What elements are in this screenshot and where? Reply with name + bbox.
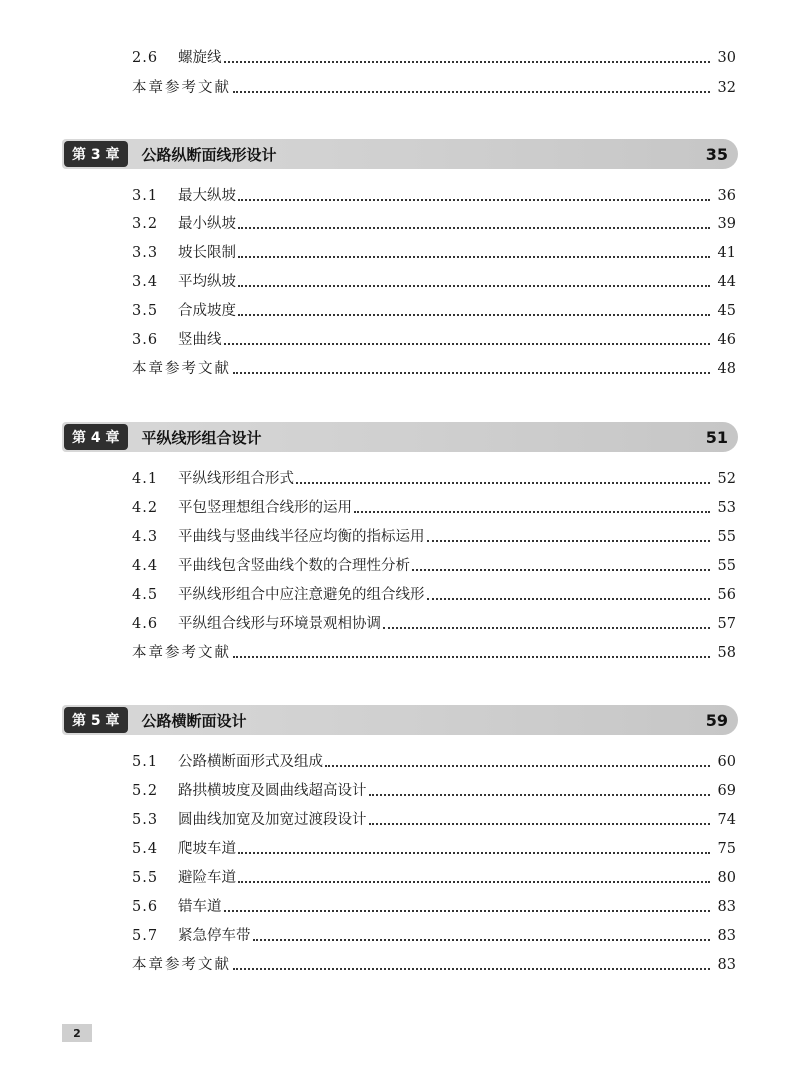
chapter-header-4[interactable] xyxy=(62,422,738,452)
references-page: 48 xyxy=(717,361,736,377)
section-number: 4.1 xyxy=(132,471,159,487)
section-title: 路拱横坡度及圆曲线超高设计 xyxy=(178,783,367,799)
toc-entry-3-3[interactable] xyxy=(132,241,736,265)
section-number: 3.6 xyxy=(132,332,159,348)
section-page: 75 xyxy=(717,841,736,857)
dot-leader xyxy=(233,655,710,658)
chapter-number-badge: 第 5 章 xyxy=(64,707,128,733)
toc-entry-4-5[interactable] xyxy=(132,583,736,607)
section-page: 52 xyxy=(717,471,736,487)
chapter-title: 平纵线形组合设计 xyxy=(141,428,262,447)
chapter-number-badge: 第 3 章 xyxy=(64,141,128,167)
toc-entry-5-3[interactable] xyxy=(132,808,736,832)
section-title: 竖曲线 xyxy=(178,332,222,348)
section-page: 83 xyxy=(717,899,736,915)
section-page: 55 xyxy=(717,558,736,574)
dot-leader xyxy=(224,60,711,63)
section-number: 5.4 xyxy=(132,841,159,857)
section-title: 圆曲线加宽及加宽过渡段设计 xyxy=(178,812,367,828)
section-page: 46 xyxy=(717,332,736,348)
section-title: 平纵线形组合中应注意避免的组合线形 xyxy=(178,587,425,603)
section-title: 避险车道 xyxy=(178,870,236,886)
section-page: 74 xyxy=(717,812,736,828)
chapter-header-5[interactable] xyxy=(62,705,738,735)
section-number: 5.2 xyxy=(132,783,159,799)
dot-leader xyxy=(238,226,710,229)
chapter-number-badge: 第 4 章 xyxy=(64,424,128,450)
toc-entry-5-4[interactable] xyxy=(132,837,736,861)
section-number: 2.6 xyxy=(132,50,159,66)
chapter-page: 59 xyxy=(705,710,728,730)
toc-entry-4-6[interactable] xyxy=(132,612,736,636)
toc-entry-4-4[interactable] xyxy=(132,554,736,578)
section-page: 30 xyxy=(717,50,736,66)
section-title: 平曲线包含竖曲线个数的合理性分析 xyxy=(178,558,410,574)
section-title: 平包竖理想组合线形的运用 xyxy=(178,500,352,516)
chapter-header-3[interactable] xyxy=(62,139,738,169)
dot-leader xyxy=(238,198,710,201)
section-number: 5.3 xyxy=(132,812,159,828)
section-page: 56 xyxy=(717,587,736,603)
section-number: 3.3 xyxy=(132,245,159,261)
dot-leader xyxy=(427,597,711,600)
dot-leader xyxy=(238,851,710,854)
dot-leader xyxy=(233,90,710,93)
section-number: 4.6 xyxy=(132,616,159,632)
section-title: 平纵线形组合形式 xyxy=(178,471,294,487)
section-number: 4.4 xyxy=(132,558,159,574)
section-title: 最小纵坡 xyxy=(178,216,236,232)
section-page: 45 xyxy=(717,303,736,319)
section-number: 5.5 xyxy=(132,870,159,886)
toc-entry-references-ch5[interactable] xyxy=(132,953,736,977)
dot-leader xyxy=(369,793,711,796)
section-number: 4.3 xyxy=(132,529,159,545)
section-page: 55 xyxy=(717,529,736,545)
section-number: 5.6 xyxy=(132,899,159,915)
section-number: 3.4 xyxy=(132,274,159,290)
dot-leader xyxy=(354,510,710,513)
chapter-page: 35 xyxy=(705,144,728,164)
toc-entry-references-ch4[interactable] xyxy=(132,641,736,665)
section-title: 最大纵坡 xyxy=(178,188,236,204)
toc-entry-5-6[interactable] xyxy=(132,895,736,919)
section-title: 平曲线与竖曲线半径应均衡的指标运用 xyxy=(178,529,425,545)
toc-entry-5-2[interactable] xyxy=(132,779,736,803)
section-page: 80 xyxy=(717,870,736,886)
section-page: 36 xyxy=(717,188,736,204)
chapter-title: 公路纵断面线形设计 xyxy=(141,145,277,164)
references-title: 本章参考文献 xyxy=(132,957,231,973)
toc-entry-3-5[interactable] xyxy=(132,299,736,323)
references-page: 32 xyxy=(717,80,736,96)
section-number: 4.2 xyxy=(132,500,159,516)
references-page: 58 xyxy=(717,645,736,661)
dot-leader xyxy=(412,568,710,571)
section-page: 44 xyxy=(717,274,736,290)
section-number: 4.5 xyxy=(132,587,159,603)
references-page: 83 xyxy=(717,957,736,973)
toc-entry-3-2[interactable] xyxy=(132,212,736,236)
chapter-page: 51 xyxy=(705,427,728,447)
toc-entry-3-6[interactable] xyxy=(132,328,736,352)
dot-leader xyxy=(238,284,710,287)
section-number: 5.1 xyxy=(132,754,159,770)
dot-leader xyxy=(238,880,710,883)
references-title: 本章参考文献 xyxy=(132,361,231,377)
dot-leader xyxy=(253,938,711,941)
section-page: 41 xyxy=(717,245,736,261)
toc-entry-5-1[interactable] xyxy=(132,750,736,774)
section-page: 57 xyxy=(717,616,736,632)
section-number: 5.7 xyxy=(132,928,159,944)
references-title: 本章参考文献 xyxy=(132,80,231,96)
toc-entry-4-3[interactable] xyxy=(132,525,736,549)
toc-entry-3-4[interactable] xyxy=(132,270,736,294)
toc-entry-4-2[interactable] xyxy=(132,496,736,520)
section-title: 公路横断面形式及组成 xyxy=(178,754,323,770)
dot-leader xyxy=(383,626,710,629)
dot-leader xyxy=(224,342,711,345)
section-title: 紧急停车带 xyxy=(178,928,251,944)
dot-leader xyxy=(238,313,710,316)
dot-leader xyxy=(224,909,711,912)
dot-leader xyxy=(296,481,710,484)
dot-leader xyxy=(369,822,711,825)
section-title: 爬坡车道 xyxy=(178,841,236,857)
section-page: 53 xyxy=(717,500,736,516)
section-number: 3.5 xyxy=(132,303,159,319)
section-title: 螺旋线 xyxy=(178,50,222,66)
section-title: 平均纵坡 xyxy=(178,274,236,290)
page-number: 2 xyxy=(62,1024,92,1042)
section-page: 60 xyxy=(717,754,736,770)
section-title: 坡长限制 xyxy=(178,245,236,261)
dot-leader xyxy=(238,255,710,258)
toc-entry-5-7[interactable] xyxy=(132,924,736,948)
section-title: 合成坡度 xyxy=(178,303,236,319)
dot-leader xyxy=(233,371,710,374)
toc-entry-5-5[interactable] xyxy=(132,866,736,890)
dot-leader xyxy=(233,967,710,970)
section-title: 错车道 xyxy=(178,899,222,915)
toc-entry-4-1[interactable] xyxy=(132,467,736,491)
section-page: 39 xyxy=(717,216,736,232)
toc-entry-references-ch3[interactable] xyxy=(132,357,736,381)
toc-entry-references-ch2[interactable] xyxy=(132,76,736,100)
section-title: 平纵组合线形与环境景观相协调 xyxy=(178,616,381,632)
toc-entry-2-6[interactable] xyxy=(132,46,736,70)
dot-leader xyxy=(427,539,711,542)
dot-leader xyxy=(325,764,710,767)
section-number: 3.2 xyxy=(132,216,159,232)
chapter-title: 公路横断面设计 xyxy=(141,711,247,730)
section-page: 83 xyxy=(717,928,736,944)
toc-entry-3-1[interactable] xyxy=(132,184,736,208)
section-page: 69 xyxy=(717,783,736,799)
references-title: 本章参考文献 xyxy=(132,645,231,661)
section-number: 3.1 xyxy=(132,188,159,204)
